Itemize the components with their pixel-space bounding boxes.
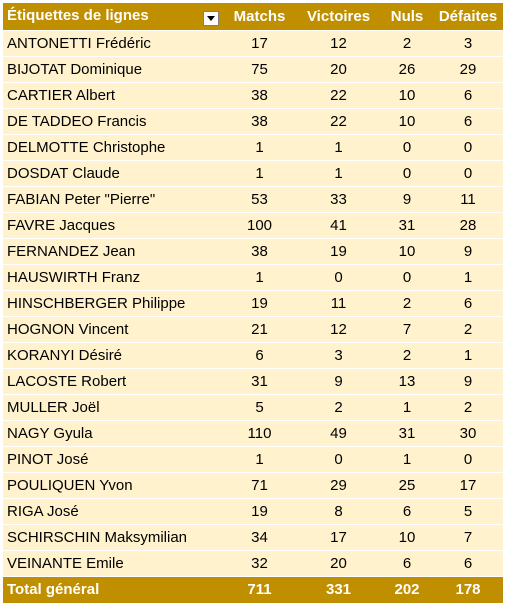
cell-defaites: 17 (433, 472, 503, 498)
coach-name: FERNANDEZ Jean (3, 238, 223, 264)
cell-defaites: 0 (433, 160, 503, 186)
coach-name: HOGNON Vincent (3, 316, 223, 342)
cell-matchs: 34 (223, 524, 296, 550)
table-row[interactable] (3, 290, 503, 316)
coach-name: DE TADDEO Francis (3, 108, 223, 134)
cell-defaites: 0 (433, 134, 503, 160)
cell-victoires: 1 (296, 160, 381, 186)
cell-victoires: 33 (296, 186, 381, 212)
coach-name: VEINANTE Emile (3, 550, 223, 576)
cell-nuls: 1 (381, 446, 433, 472)
cell-defaites: 2 (433, 394, 503, 420)
coach-name: ANTONETTI Frédéric (3, 30, 223, 56)
cell-matchs: 19 (223, 290, 296, 316)
cell-matchs: 19 (223, 498, 296, 524)
coach-name: FAVRE Jacques (3, 212, 223, 238)
cell-victoires: 20 (296, 56, 381, 82)
cell-nuls: 13 (381, 368, 433, 394)
cell-victoires: 9 (296, 368, 381, 394)
table-row[interactable] (3, 134, 503, 160)
cell-nuls: 31 (381, 212, 433, 238)
cell-nuls: 0 (381, 160, 433, 186)
table-row[interactable] (3, 420, 503, 446)
coach-name: HAUSWIRTH Franz (3, 264, 223, 290)
cell-victoires: 0 (296, 264, 381, 290)
cell-defaites: 6 (433, 82, 503, 108)
cell-victoires: 12 (296, 316, 381, 342)
cell-nuls: 2 (381, 30, 433, 56)
cell-nuls: 1 (381, 394, 433, 420)
coach-name: POULIQUEN Yvon (3, 472, 223, 498)
cell-victoires: 0 (296, 446, 381, 472)
table-row[interactable] (3, 160, 503, 186)
cell-nuls: 25 (381, 472, 433, 498)
coach-name: SCHIRSCHIN Maksymilian (3, 524, 223, 550)
coach-name: PINOT José (3, 446, 223, 472)
cell-matchs: 5 (223, 394, 296, 420)
cell-nuls: 10 (381, 238, 433, 264)
chevron-down-icon[interactable] (203, 11, 219, 26)
table-row[interactable] (3, 108, 503, 134)
table-row[interactable] (3, 264, 503, 290)
table-row[interactable] (3, 186, 503, 212)
cell-defaites: 30 (433, 420, 503, 446)
cell-matchs: 1 (223, 264, 296, 290)
cell-matchs: 17 (223, 30, 296, 56)
row-labels-header (3, 3, 223, 30)
cell-defaites: 5 (433, 498, 503, 524)
table-row[interactable] (3, 368, 503, 394)
table-row[interactable] (3, 238, 503, 264)
table-body (3, 30, 503, 576)
cell-nuls: 0 (381, 134, 433, 160)
coach-name: DOSDAT Claude (3, 160, 223, 186)
table-row[interactable] (3, 446, 503, 472)
cell-nuls: 6 (381, 498, 433, 524)
cell-defaites: 1 (433, 264, 503, 290)
cell-nuls: 31 (381, 420, 433, 446)
cell-defaites: 11 (433, 186, 503, 212)
table-row[interactable] (3, 342, 503, 368)
cell-nuls: 0 (381, 264, 433, 290)
cell-matchs: 31 (223, 368, 296, 394)
cell-defaites: 3 (433, 30, 503, 56)
cell-victoires: 12 (296, 30, 381, 56)
table-row[interactable] (3, 524, 503, 550)
column-header-nuls: Nuls (381, 3, 433, 30)
total-label: Total général (3, 576, 223, 603)
coach-name: FABIAN Peter "Pierre" (3, 186, 223, 212)
cell-matchs: 53 (223, 186, 296, 212)
coach-name: KORANYI Désiré (3, 342, 223, 368)
total-victoires: 331 (296, 576, 381, 603)
table-row[interactable] (3, 30, 503, 56)
column-header-matchs: Matchs (223, 3, 296, 30)
cell-defaites: 6 (433, 550, 503, 576)
column-header-defaites: Défaites (433, 3, 503, 30)
cell-victoires: 41 (296, 212, 381, 238)
table-row[interactable] (3, 550, 503, 576)
table-row[interactable] (3, 56, 503, 82)
coach-name: LACOSTE Robert (3, 368, 223, 394)
table-row[interactable] (3, 212, 503, 238)
cell-matchs: 38 (223, 82, 296, 108)
cell-victoires: 20 (296, 550, 381, 576)
cell-nuls: 10 (381, 82, 433, 108)
cell-nuls: 2 (381, 290, 433, 316)
pivot-table (3, 3, 503, 603)
cell-matchs: 110 (223, 420, 296, 446)
cell-matchs: 1 (223, 134, 296, 160)
coach-name: HINSCHBERGER Philippe (3, 290, 223, 316)
cell-victoires: 19 (296, 238, 381, 264)
cell-matchs: 71 (223, 472, 296, 498)
coach-name: CARTIER Albert (3, 82, 223, 108)
coach-name: DELMOTTE Christophe (3, 134, 223, 160)
cell-defaites: 7 (433, 524, 503, 550)
table-row[interactable] (3, 472, 503, 498)
cell-matchs: 32 (223, 550, 296, 576)
total-defaites: 178 (433, 576, 503, 603)
coach-name: RIGA José (3, 498, 223, 524)
table-row[interactable] (3, 394, 503, 420)
cell-victoires: 22 (296, 108, 381, 134)
table-row[interactable] (3, 498, 503, 524)
cell-victoires: 1 (296, 134, 381, 160)
cell-nuls: 10 (381, 108, 433, 134)
cell-defaites: 2 (433, 316, 503, 342)
cell-nuls: 26 (381, 56, 433, 82)
cell-nuls: 10 (381, 524, 433, 550)
coach-name: NAGY Gyula (3, 420, 223, 446)
cell-defaites: 28 (433, 212, 503, 238)
cell-defaites: 9 (433, 368, 503, 394)
coach-name: BIJOTAT Dominique (3, 56, 223, 82)
cell-matchs: 38 (223, 238, 296, 264)
cell-defaites: 1 (433, 342, 503, 368)
table-row[interactable] (3, 82, 503, 108)
total-row (3, 576, 503, 603)
cell-defaites: 29 (433, 56, 503, 82)
coach-name: MULLER Joël (3, 394, 223, 420)
cell-matchs: 1 (223, 160, 296, 186)
cell-matchs: 21 (223, 316, 296, 342)
cell-victoires: 17 (296, 524, 381, 550)
cell-matchs: 38 (223, 108, 296, 134)
cell-matchs: 75 (223, 56, 296, 82)
cell-victoires: 3 (296, 342, 381, 368)
cell-victoires: 22 (296, 82, 381, 108)
cell-defaites: 6 (433, 290, 503, 316)
cell-victoires: 49 (296, 420, 381, 446)
cell-nuls: 9 (381, 186, 433, 212)
cell-matchs: 100 (223, 212, 296, 238)
row-labels-header-text: Étiquettes de lignes (7, 6, 149, 24)
table-row[interactable] (3, 316, 503, 342)
cell-nuls: 2 (381, 342, 433, 368)
column-header-victoires: Victoires (296, 3, 381, 30)
cell-defaites: 9 (433, 238, 503, 264)
cell-victoires: 2 (296, 394, 381, 420)
header-row (3, 3, 503, 30)
cell-nuls: 7 (381, 316, 433, 342)
total-matchs: 711 (223, 576, 296, 603)
total-nuls: 202 (381, 576, 433, 603)
cell-victoires: 11 (296, 290, 381, 316)
cell-defaites: 0 (433, 446, 503, 472)
cell-defaites: 6 (433, 108, 503, 134)
cell-matchs: 6 (223, 342, 296, 368)
cell-victoires: 8 (296, 498, 381, 524)
cell-nuls: 6 (381, 550, 433, 576)
cell-victoires: 29 (296, 472, 381, 498)
cell-matchs: 1 (223, 446, 296, 472)
